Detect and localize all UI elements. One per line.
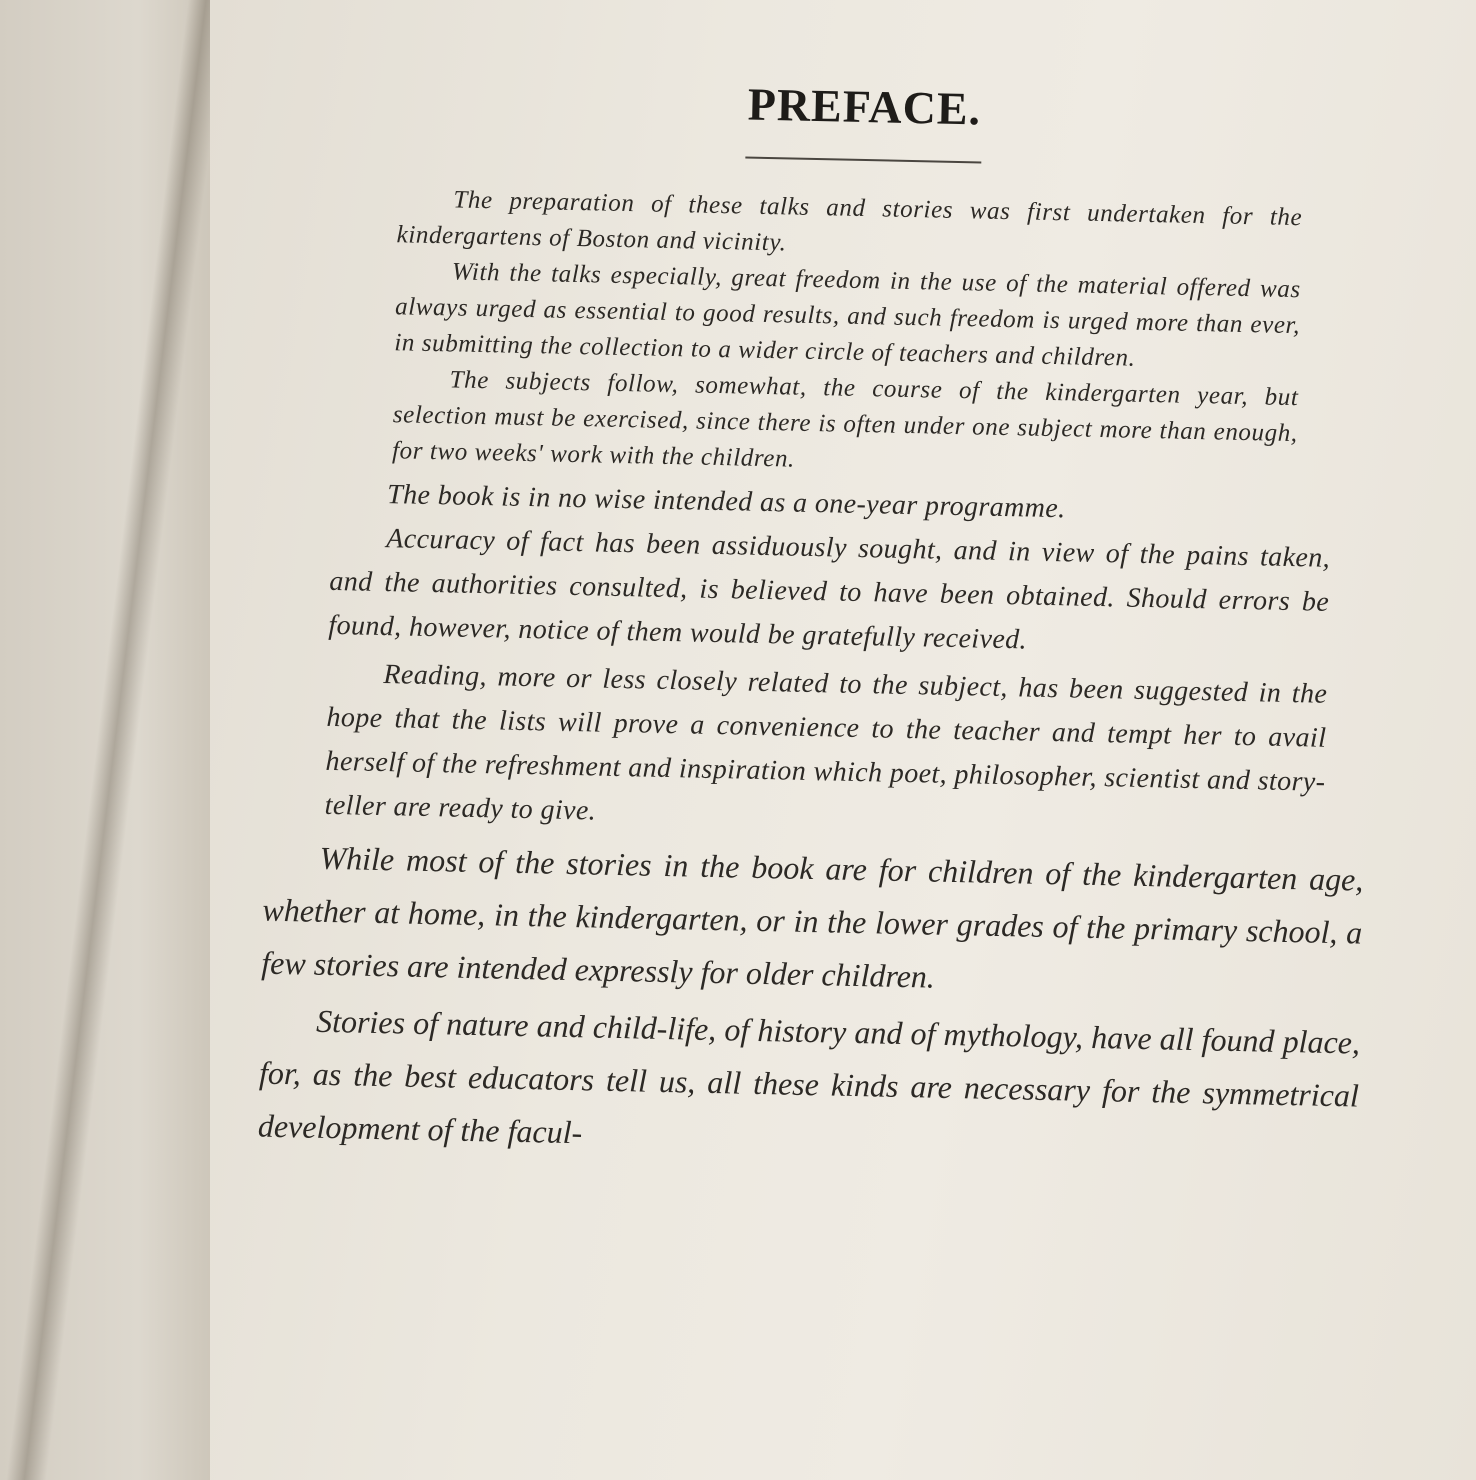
paragraph-2: With the talks especially, great freedom in the use of the material offered was always urged as essential to good results, and such freedom is urged more than ever, in submitting the collection to a wider circle of teachers and children.	[394, 258, 1301, 372]
book-page	[210, 0, 1476, 1480]
title-rule	[745, 157, 981, 164]
page-title: PREFACE.	[747, 78, 982, 135]
paragraph-1: The preparation of these talks and stories was first undertaken for the kindergartens of Boston and vicinity.	[396, 186, 1303, 257]
paragraph-7: While most of the stories in the book are for children of the kindergarten age, whether at home, in the kindergarten, or in the lower grades of the primary school, a few stories are intended expressly for older children.	[261, 839, 1364, 995]
page-text-block	[257, 68, 1449, 1177]
paragraph-5: Accuracy of fact has been assiduously sought, and in view of the pains taken, and the authorities consulted, is believed to have been obtained. Should errors be found, however, notice of them would be gratefully received.	[328, 523, 1331, 656]
paragraph-3: The subjects follow, somewhat, the course of the kindergarten year, but selection must be exercised, since there is often under one subject more than enough, for two weeks' work with the children.	[391, 366, 1299, 473]
paragraph-4: The book is in no wise intended as a one-year programme.	[386, 479, 1066, 525]
paragraph-6: Reading, more or less closely related to the subject, has been suggested in the hope that the lists will prove a convenience to the teacher and tempt her to avail herself of the refreshment and inspiration which poet, philosopher, scientist and story-teller are ready to give.	[324, 659, 1328, 827]
paragraph-8: Stories of nature and child-life, of history and of mythology, have all found place, for, as the best educators tell us, all these kinds are necessary for the symmetrical development of the facul-	[257, 1002, 1361, 1151]
